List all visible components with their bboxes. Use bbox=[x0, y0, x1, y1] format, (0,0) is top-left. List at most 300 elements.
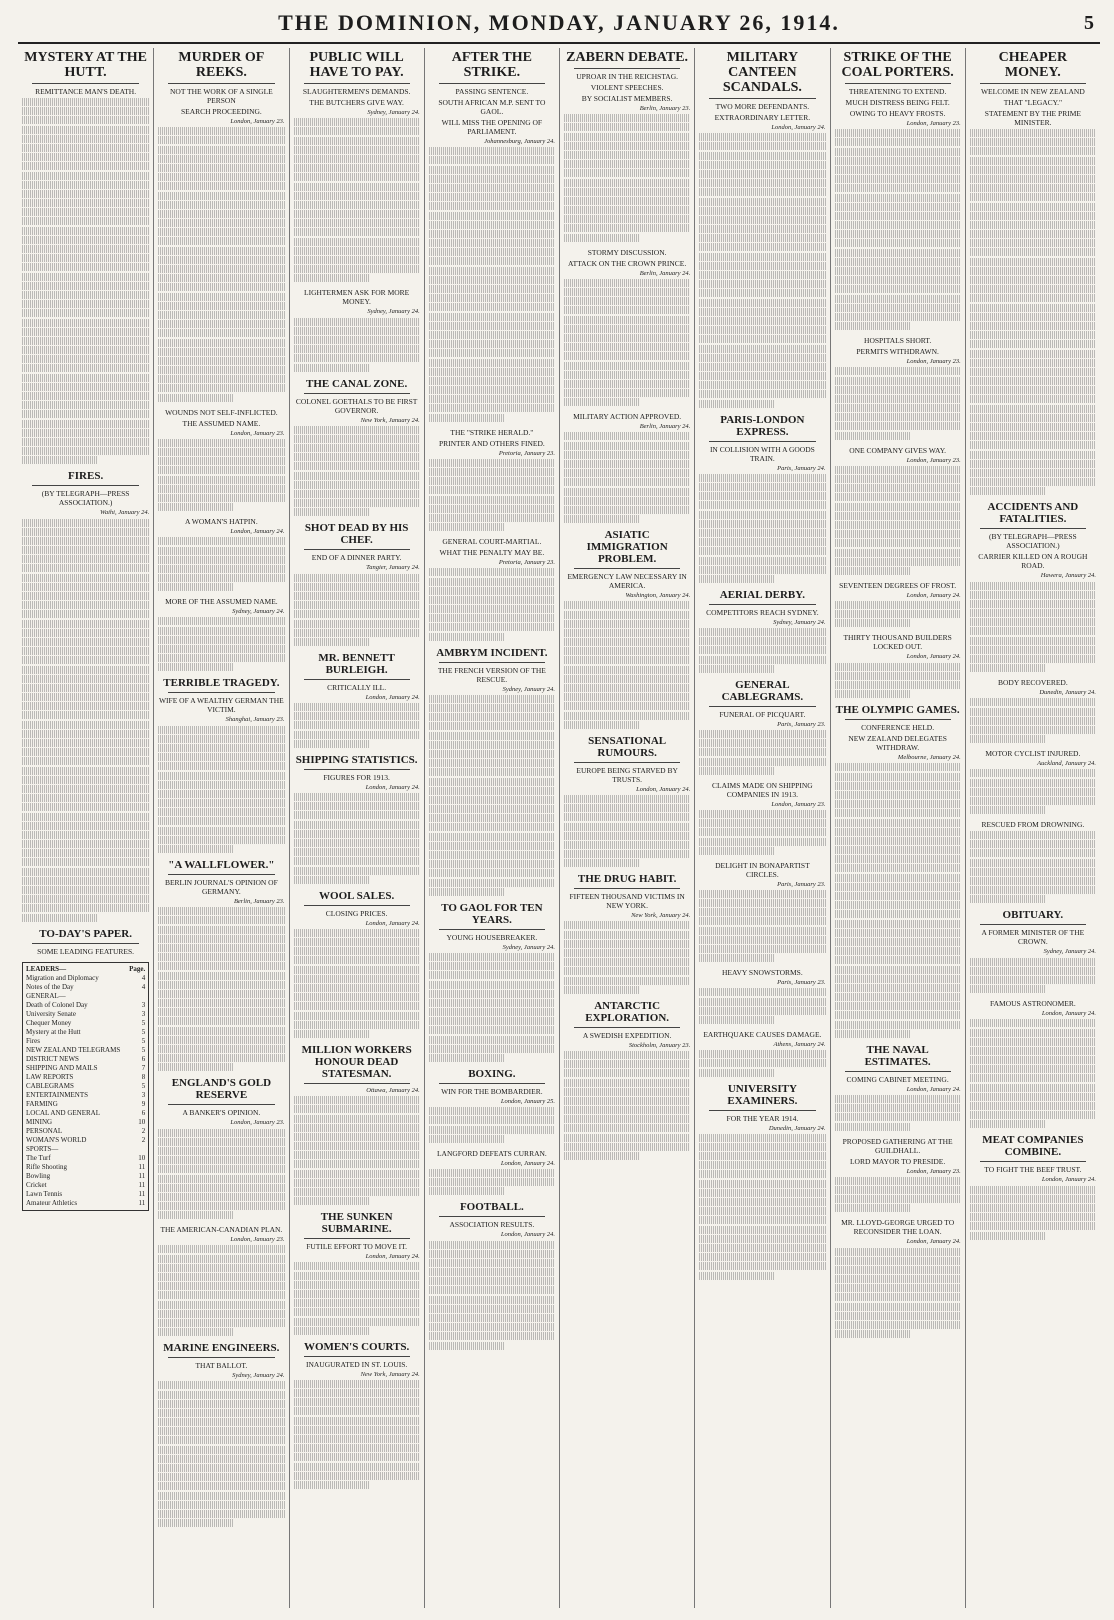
body-text-line bbox=[22, 638, 149, 646]
body-text-line bbox=[294, 462, 420, 470]
body-text-line bbox=[158, 274, 284, 282]
body-text-line bbox=[835, 1303, 961, 1311]
article-subhead: HEAVY SNOWSTORMS. bbox=[722, 968, 803, 978]
body-text-line bbox=[699, 225, 825, 233]
body-text-line bbox=[835, 230, 961, 238]
article-dateline: Ottawa, January 24. bbox=[366, 1086, 420, 1094]
body-text-line bbox=[158, 836, 284, 844]
features-row-label: WOMAN'S WORLD bbox=[26, 1135, 87, 1144]
article-subhead: THAT "LEGACY." bbox=[1003, 98, 1063, 107]
body-text-line bbox=[294, 364, 370, 372]
body-text-line bbox=[970, 859, 1096, 867]
body-text-line bbox=[699, 317, 825, 325]
body-text-line bbox=[970, 1204, 1096, 1212]
body-text-line bbox=[22, 748, 149, 756]
features-row-page: 8 bbox=[141, 1072, 146, 1081]
body-text-line bbox=[429, 468, 555, 476]
body-text-line bbox=[294, 1021, 420, 1029]
headline-rule bbox=[980, 528, 1086, 529]
article bbox=[158, 597, 284, 671]
body-text-line bbox=[835, 249, 961, 257]
body-text-line bbox=[158, 1045, 284, 1053]
body-text-line bbox=[158, 1138, 284, 1146]
body-text-line bbox=[294, 1463, 420, 1471]
article-headline: UNIVERSITY EXAMINERS. bbox=[727, 1082, 798, 1107]
body-text-line bbox=[970, 708, 1096, 716]
features-header bbox=[26, 965, 145, 974]
article bbox=[158, 859, 284, 1071]
body-text-line bbox=[22, 666, 149, 674]
article-headline: SENSATIONAL RUMOURS. bbox=[588, 734, 667, 759]
features-row-page: 3 bbox=[141, 1009, 146, 1018]
body-text-line bbox=[564, 1152, 640, 1160]
body-text-line bbox=[429, 778, 555, 786]
body-text-line bbox=[564, 712, 690, 720]
body-text-line bbox=[158, 448, 284, 456]
body-text-line bbox=[294, 610, 420, 618]
body-text-line bbox=[835, 828, 961, 836]
body-text-line bbox=[158, 1310, 284, 1318]
article-dateline: Athens, January 24. bbox=[773, 1040, 826, 1048]
article-subhead: A BANKER'S OPINION. bbox=[182, 1108, 261, 1118]
body-text-line bbox=[429, 496, 555, 504]
article bbox=[835, 1044, 961, 1131]
body-text-line bbox=[429, 166, 555, 174]
body-text-line bbox=[564, 188, 690, 196]
article bbox=[429, 1201, 555, 1349]
body-text-line bbox=[429, 750, 555, 758]
article-dateline: London, January 24. bbox=[230, 528, 285, 536]
features-row-label: SPORTS— bbox=[26, 1144, 59, 1153]
article-dateline: London, January 25. bbox=[500, 1098, 555, 1105]
body-text-line bbox=[970, 423, 1096, 431]
body-text-line bbox=[970, 441, 1096, 449]
body-text-line bbox=[22, 767, 149, 775]
body-text-line bbox=[699, 538, 825, 546]
body-text-line bbox=[22, 675, 149, 683]
body-text-line bbox=[835, 1204, 911, 1212]
body-text-line bbox=[699, 198, 825, 206]
body-text-line bbox=[564, 841, 690, 849]
features-row-label: LOCAL AND GENERAL bbox=[26, 1108, 101, 1117]
body-text-line bbox=[429, 614, 555, 622]
body-text-line bbox=[970, 646, 1096, 654]
body-text-line bbox=[158, 256, 284, 264]
body-text-line bbox=[835, 129, 961, 137]
article-subhead: THIRTY THOUSAND BUILDERS LOCKED OUT. bbox=[843, 633, 952, 652]
article-subhead: BY SOCIALIST MEMBERS. bbox=[581, 94, 673, 103]
body-text-line bbox=[429, 1314, 555, 1322]
body-text-line bbox=[970, 655, 1096, 663]
body-text-line bbox=[835, 690, 911, 698]
headline-rule bbox=[304, 393, 410, 394]
body-text-line bbox=[970, 1222, 1096, 1230]
body-text-line bbox=[294, 984, 420, 992]
body-text-line bbox=[970, 1102, 1096, 1110]
features-row-page: 10 bbox=[138, 1153, 146, 1162]
body-text-line bbox=[970, 175, 1096, 183]
body-text-line bbox=[970, 129, 1096, 137]
headline-rule bbox=[32, 485, 139, 486]
body-text-line bbox=[294, 1481, 370, 1489]
headline-rule bbox=[574, 888, 680, 889]
body-text-line bbox=[970, 600, 1096, 608]
features-row bbox=[26, 1118, 145, 1127]
article-dateline: Berlin, January 23. bbox=[233, 898, 285, 905]
headline-rule bbox=[574, 762, 680, 763]
body-text-line bbox=[835, 148, 961, 156]
article-subhead: GENERAL COURT-MARTIAL. bbox=[442, 537, 542, 547]
article bbox=[158, 1225, 284, 1336]
body-text-line bbox=[970, 340, 1096, 348]
article-dateline: Hawera, January 24. bbox=[1040, 572, 1096, 580]
article-headline: "A WALLFLOWER." bbox=[168, 859, 275, 871]
article bbox=[22, 470, 149, 921]
article-headline: SHIPPING STATISTICS. bbox=[295, 753, 418, 766]
body-text-line bbox=[429, 523, 505, 531]
body-text-line bbox=[564, 1051, 690, 1059]
body-text-line bbox=[158, 617, 284, 625]
body-text-line bbox=[22, 914, 98, 922]
article-dateline: Waihi, January 24. bbox=[100, 509, 150, 517]
body-text-line bbox=[294, 1002, 420, 1010]
body-text-line bbox=[294, 354, 420, 362]
body-text-line bbox=[158, 503, 234, 511]
body-text-line bbox=[158, 1273, 284, 1281]
body-text-line bbox=[429, 221, 555, 229]
body-text-line bbox=[294, 137, 420, 145]
body-text-line bbox=[699, 847, 775, 855]
body-text-line bbox=[835, 1195, 961, 1203]
body-text-line bbox=[158, 1245, 284, 1253]
features-row-label: Lawn Tennis bbox=[26, 1189, 63, 1198]
body-text-line bbox=[699, 547, 825, 555]
article-subhead: BERLIN JOURNAL'S OPINION OF GERMANY. bbox=[164, 878, 278, 896]
body-text-line bbox=[429, 1277, 555, 1285]
body-text-line bbox=[158, 228, 284, 236]
body-text-line bbox=[22, 794, 149, 802]
body-text-line bbox=[699, 299, 825, 307]
body-text-line bbox=[22, 337, 149, 345]
article-headline: CHEAPER MONEY. bbox=[998, 50, 1068, 80]
body-text-line bbox=[158, 466, 284, 474]
body-text-line bbox=[970, 664, 1046, 672]
article-subhead: HOSPITALS SHORT. bbox=[864, 336, 932, 346]
features-row bbox=[26, 1109, 145, 1118]
body-text-line bbox=[564, 398, 640, 406]
body-text-line bbox=[970, 779, 1096, 787]
body-text-line bbox=[158, 457, 284, 465]
body-text-line bbox=[835, 892, 961, 900]
body-text-line bbox=[22, 162, 149, 170]
body-text-line bbox=[294, 793, 420, 801]
headline-rule bbox=[574, 1027, 680, 1028]
features-row-label: Death of Colonel Day bbox=[26, 1000, 88, 1009]
article-subhead: EARTHQUAKE CAUSES DAMAGE. bbox=[703, 1029, 822, 1039]
body-text-line bbox=[564, 967, 690, 975]
body-text-line bbox=[699, 170, 825, 178]
body-text-line bbox=[564, 977, 690, 985]
body-text-line bbox=[158, 772, 284, 780]
body-text-line bbox=[294, 219, 420, 227]
body-text-line bbox=[158, 645, 284, 653]
article-subhead: MUCH DISTRESS BEING FELT. bbox=[845, 98, 950, 107]
body-text-line bbox=[429, 459, 555, 467]
article-dateline: New York, January 24. bbox=[631, 912, 691, 920]
body-text-line bbox=[564, 306, 690, 314]
body-text-line bbox=[158, 384, 284, 392]
body-text-line bbox=[699, 381, 825, 389]
article-headline: ACCIDENTS AND FATALITIES. bbox=[987, 501, 1079, 526]
article-dateline: New York, January 24. bbox=[360, 1370, 420, 1378]
article-headline: AFTER THE STRIKE. bbox=[451, 50, 532, 80]
body-text-line bbox=[835, 681, 961, 689]
body-text-line bbox=[835, 1021, 961, 1029]
body-text-line bbox=[429, 704, 555, 712]
body-text-line bbox=[970, 193, 1096, 201]
body-text-line bbox=[158, 375, 284, 383]
body-text-line bbox=[158, 654, 284, 662]
headline-rule bbox=[304, 83, 410, 84]
headline-rule bbox=[304, 769, 410, 770]
body-text-line bbox=[970, 414, 1096, 422]
body-text-line bbox=[429, 1323, 555, 1331]
body-text-line bbox=[564, 362, 690, 370]
body-text-line bbox=[699, 917, 825, 925]
body-text-line bbox=[699, 908, 825, 916]
body-text-line bbox=[429, 368, 555, 376]
article-subhead: VIOLENT SPEECHES. bbox=[590, 83, 664, 92]
article-headline: PARIS-LONDON EXPRESS. bbox=[720, 413, 805, 438]
body-text-line bbox=[158, 302, 284, 310]
body-text-line bbox=[22, 684, 149, 692]
features-row-page: 2 bbox=[141, 1126, 146, 1135]
article-headline: AERIAL DERBY. bbox=[719, 588, 805, 601]
article-subhead: LANGFORD DEFEATS CURRAN. bbox=[436, 1148, 547, 1158]
article-subhead: FAMOUS ASTRONOMER. bbox=[990, 999, 1076, 1009]
body-text-line bbox=[699, 372, 825, 380]
body-text-line bbox=[429, 805, 555, 813]
article-subhead: EUROPE BEING STARVED BY TRUSTS. bbox=[576, 765, 678, 784]
body-text-line bbox=[429, 768, 555, 776]
body-text-line bbox=[22, 711, 149, 719]
body-text-line bbox=[158, 556, 284, 564]
article-headline: THE CANAL ZONE. bbox=[306, 377, 408, 390]
body-text-line bbox=[970, 230, 1096, 238]
article-subhead: EMERGENCY LAW NECESSARY IN AMERICA. bbox=[567, 572, 687, 591]
body-text-line bbox=[429, 175, 555, 183]
features-row-page: 6 bbox=[141, 1108, 146, 1117]
body-text-line bbox=[429, 1026, 555, 1034]
headline-rule bbox=[574, 68, 680, 69]
article bbox=[294, 378, 420, 517]
body-text-line bbox=[158, 827, 284, 835]
headline-rule bbox=[709, 441, 815, 442]
body-text-line bbox=[158, 339, 284, 347]
article-subhead: THE AMERICAN-CANADIAN PLAN. bbox=[160, 1225, 283, 1235]
body-text-line bbox=[429, 741, 555, 749]
article-dateline: New York, January 24. bbox=[360, 416, 420, 424]
body-text-line bbox=[22, 291, 149, 299]
body-text-line bbox=[158, 962, 284, 970]
article bbox=[22, 50, 149, 464]
body-text-line bbox=[294, 721, 420, 729]
body-text-line bbox=[22, 702, 149, 710]
article-headline: THE OLYMPIC GAMES. bbox=[835, 704, 960, 717]
body-text-line bbox=[970, 1232, 1046, 1240]
body-text-line bbox=[835, 984, 961, 992]
body-text-line bbox=[699, 1170, 825, 1178]
column-5 bbox=[559, 48, 694, 1608]
body-text-line bbox=[429, 1187, 505, 1195]
features-row-page: 5 bbox=[141, 1081, 146, 1090]
body-text-line bbox=[564, 986, 640, 994]
body-text-line bbox=[158, 485, 284, 493]
body-text-line bbox=[294, 327, 420, 335]
body-text-line bbox=[970, 166, 1096, 174]
body-text-line bbox=[835, 910, 961, 918]
article-subhead: MORE OF THE ASSUMED NAME. bbox=[165, 597, 278, 607]
article-dateline: Sydney, January 24. bbox=[367, 109, 420, 116]
article-headline: ENGLAND'S GOLD RESERVE bbox=[171, 1077, 272, 1102]
article bbox=[294, 522, 420, 646]
body-text-line bbox=[699, 819, 825, 827]
body-text-line bbox=[835, 475, 961, 483]
body-text-line bbox=[835, 800, 961, 808]
body-text-line bbox=[22, 217, 149, 225]
features-row bbox=[26, 1010, 145, 1019]
article bbox=[970, 909, 1096, 993]
body-text-line bbox=[970, 1074, 1096, 1082]
article-dateline: London, January 23. bbox=[230, 1236, 285, 1244]
body-text-line bbox=[835, 1186, 961, 1194]
body-text-line bbox=[429, 990, 555, 998]
body-text-line bbox=[699, 216, 825, 224]
article-subhead: CRITICALLY ILL. bbox=[327, 682, 387, 692]
body-text-line bbox=[158, 808, 284, 816]
headline-rule bbox=[304, 905, 410, 906]
features-row-label: CABLEGRAMS bbox=[26, 1081, 74, 1090]
body-text-line bbox=[294, 1308, 420, 1316]
body-text-line bbox=[429, 568, 555, 576]
body-text-line bbox=[970, 967, 1096, 975]
body-text-line bbox=[158, 320, 284, 328]
article-subhead: PASSING SENTENCE. bbox=[455, 87, 529, 96]
article-headline: SHOT DEAD BY HIS CHEF. bbox=[304, 522, 409, 547]
body-text-line bbox=[699, 474, 825, 482]
body-text-line bbox=[429, 1045, 555, 1053]
body-text-line bbox=[970, 147, 1096, 155]
body-text-line bbox=[835, 855, 961, 863]
body-text-line bbox=[699, 529, 825, 537]
body-text-line bbox=[835, 184, 961, 192]
body-text-line bbox=[22, 785, 149, 793]
body-text-line bbox=[158, 990, 284, 998]
body-text-line bbox=[699, 890, 825, 898]
article-headline: TO-DAY'S PAPER. bbox=[39, 927, 132, 940]
body-text-line bbox=[970, 1047, 1096, 1055]
article-dateline: London, January 24. bbox=[771, 124, 826, 131]
article-subhead: REMITTANCE MAN'S DEATH. bbox=[35, 87, 137, 96]
features-row bbox=[26, 1073, 145, 1082]
body-text-line bbox=[970, 797, 1096, 805]
article-subhead: ATTACK ON THE CROWN PRINCE. bbox=[568, 258, 687, 268]
features-row-page: 3 bbox=[141, 1000, 146, 1009]
article-subhead: ONE COMPANY GIVES WAY. bbox=[849, 445, 947, 455]
body-text-line bbox=[294, 601, 420, 609]
body-text-line bbox=[699, 936, 825, 944]
body-text-line bbox=[699, 557, 825, 565]
article bbox=[564, 529, 690, 729]
body-text-line bbox=[22, 116, 149, 124]
article-dateline: Paris, January 24. bbox=[777, 464, 826, 472]
headline-rule bbox=[32, 943, 139, 944]
article bbox=[835, 633, 961, 698]
body-text-line bbox=[22, 574, 149, 582]
article bbox=[158, 1342, 284, 1527]
body-text-line bbox=[564, 460, 690, 468]
body-text-line bbox=[699, 501, 825, 509]
body-text-line bbox=[564, 1106, 690, 1114]
body-text-line bbox=[835, 1284, 961, 1292]
article-headline: MARINE ENGINEERS. bbox=[163, 1342, 280, 1355]
body-text-line bbox=[22, 868, 149, 876]
article bbox=[294, 652, 420, 748]
body-text-line bbox=[22, 245, 149, 253]
body-text-line bbox=[22, 236, 149, 244]
body-text-line bbox=[294, 876, 370, 884]
article-subhead: BODY RECOVERED. bbox=[998, 678, 1068, 688]
body-text-line bbox=[699, 142, 825, 150]
body-text-line bbox=[294, 1096, 420, 1104]
body-text-line bbox=[294, 228, 420, 236]
body-text-line bbox=[970, 432, 1096, 440]
body-text-line bbox=[970, 769, 1096, 777]
body-text-line bbox=[835, 773, 961, 781]
body-text-line bbox=[564, 160, 690, 168]
body-text-line bbox=[564, 1060, 690, 1068]
article bbox=[835, 336, 961, 440]
body-text-line bbox=[564, 334, 690, 342]
body-text-line bbox=[835, 938, 961, 946]
body-text-line bbox=[158, 845, 234, 853]
body-text-line bbox=[835, 601, 961, 609]
body-text-line bbox=[158, 1017, 284, 1025]
article-dateline: London, January 24. bbox=[365, 783, 420, 791]
body-text-line bbox=[564, 288, 690, 296]
article-headline: FIRES. bbox=[68, 470, 104, 483]
body-text-line bbox=[835, 901, 961, 909]
body-text-line bbox=[294, 712, 420, 720]
features-row bbox=[26, 1190, 145, 1199]
body-text-line bbox=[294, 839, 420, 847]
article-headline: MYSTERY AT THE HUTT. bbox=[24, 50, 147, 80]
headline-rule bbox=[980, 1161, 1086, 1162]
body-text-line bbox=[564, 371, 690, 379]
article-dateline: London, January 23. bbox=[906, 358, 961, 366]
body-text-line bbox=[294, 146, 420, 154]
features-row-label: PERSONAL bbox=[26, 1126, 63, 1135]
article-dateline: Sydney, January 24. bbox=[367, 308, 420, 316]
body-text-line bbox=[158, 1202, 284, 1210]
body-text-line bbox=[970, 377, 1096, 385]
article bbox=[294, 754, 420, 884]
article bbox=[970, 820, 1096, 903]
features-row-label: Bowling bbox=[26, 1171, 51, 1180]
article-subhead: WIN FOR THE BOMBARDIER. bbox=[441, 1087, 543, 1096]
body-text-line bbox=[835, 1293, 961, 1301]
headline-rule bbox=[709, 706, 815, 707]
